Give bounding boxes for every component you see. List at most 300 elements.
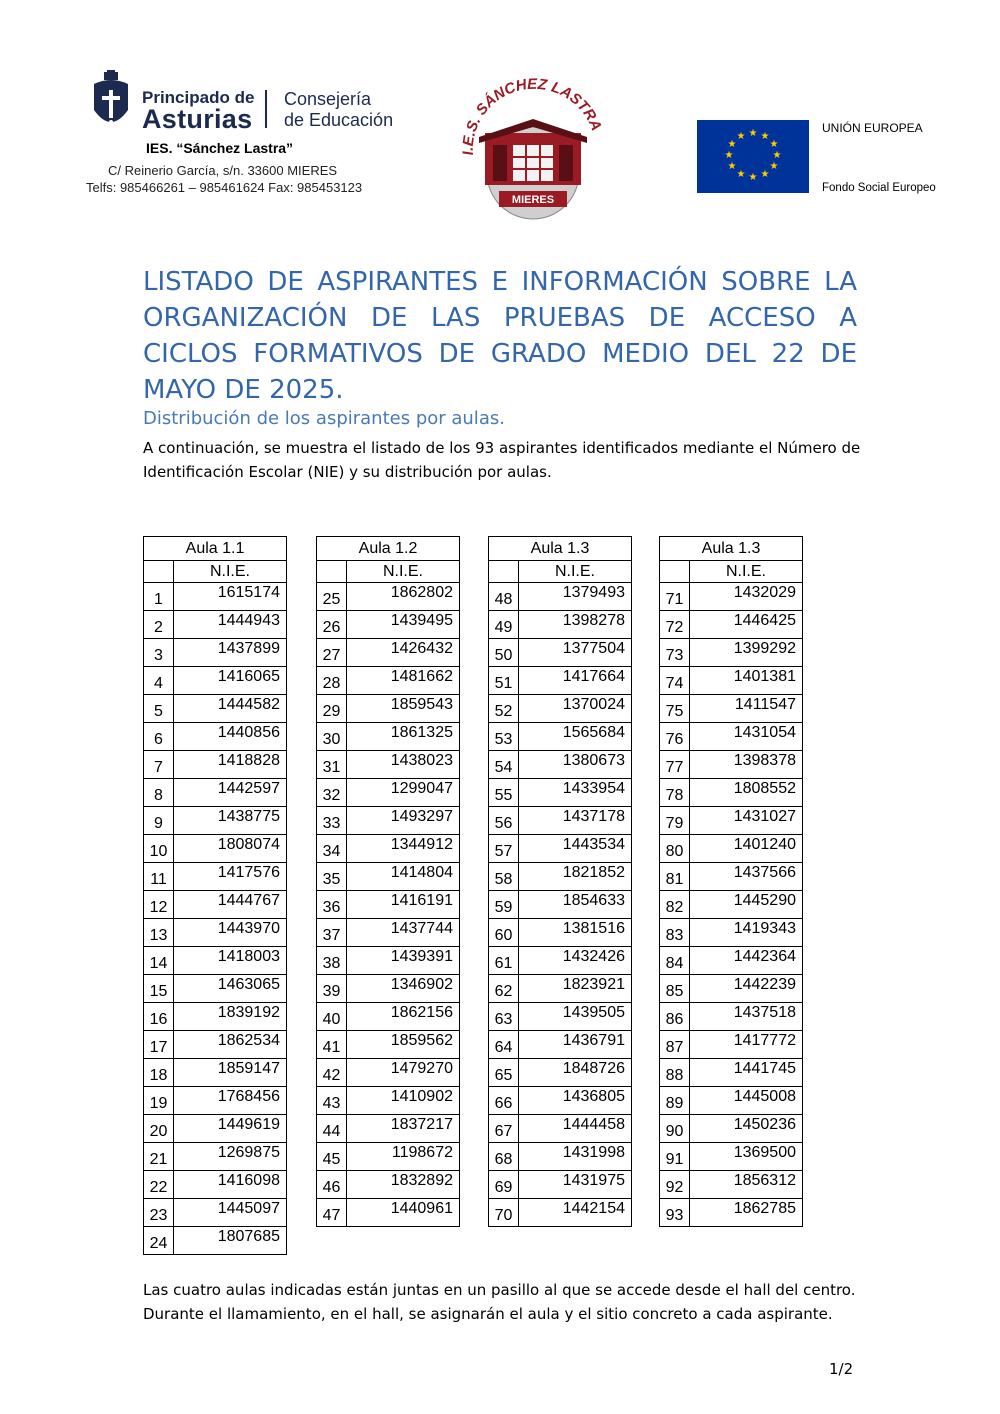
row-number: 71 [660,583,690,611]
table-row [317,891,460,919]
nie-value: 1807685 [174,1227,287,1255]
row-number: 30 [317,723,347,751]
nie-value: 1854633 [519,891,632,919]
table-row [317,723,460,751]
row-number: 10 [144,835,174,863]
table-row [317,975,460,1003]
nie-value: 1443534 [519,835,632,863]
row-number: 38 [317,947,347,975]
table-row [660,919,803,947]
header-blank-cell [317,561,347,583]
row-number: 51 [489,667,519,695]
footer-paragraph: Las cuatro aulas indicadas están juntas en un pasillo al que se accede desde el hall del centro. Durante el llamamiento, en el hall, se asignarán el aula y el sitio concreto a cada aspirante. [143,1281,856,1323]
nie-value: 1808074 [174,835,287,863]
aula-name: Aula 1.2 [317,537,460,561]
table-row [144,1087,287,1115]
table-row [660,807,803,835]
row-number: 21 [144,1143,174,1171]
row-number: 25 [317,583,347,611]
nie-value: 1859562 [347,1031,460,1059]
row-number: 62 [489,975,519,1003]
row-number: 84 [660,947,690,975]
table-row [489,1087,632,1115]
org-name-line2: Asturias [142,104,253,134]
header-blank-cell [144,561,174,583]
table-row [317,863,460,891]
nie-value: 1418828 [174,751,287,779]
school-address: C/ Reinerio García, s/n. 33600 MIERES [108,163,338,178]
nie-value: 1437899 [174,639,287,667]
nie-value: 1446425 [690,611,803,639]
table-row [660,639,803,667]
table-row [144,1115,287,1143]
row-number: 36 [317,891,347,919]
row-number: 37 [317,919,347,947]
nie-value: 1837217 [347,1115,460,1143]
row-number: 9 [144,807,174,835]
table-row [317,1031,460,1059]
table-row [660,723,803,751]
eu-stars-icon [697,120,809,193]
row-number: 55 [489,779,519,807]
row-number: 47 [317,1199,347,1227]
nie-value: 1862802 [347,583,460,611]
nie-value: 1433954 [519,779,632,807]
table-row [489,1143,632,1171]
nie-value: 1439495 [347,611,460,639]
table-row [144,667,287,695]
row-number: 67 [489,1115,519,1143]
row-number: 91 [660,1143,690,1171]
aula-table [143,536,287,1255]
row-number: 86 [660,1003,690,1031]
table-row [489,1031,632,1059]
row-number: 53 [489,723,519,751]
row-number: 83 [660,919,690,947]
nie-value: 1821852 [519,863,632,891]
table-row [317,947,460,975]
table-row [489,975,632,1003]
table-row [489,723,632,751]
nie-value: 1431054 [690,723,803,751]
table-row [489,1199,632,1227]
header-blank-cell [489,561,519,583]
row-number: 52 [489,695,519,723]
nie-value: 1859147 [174,1059,287,1087]
table-row [489,751,632,779]
row-number: 69 [489,1171,519,1199]
row-number: 74 [660,667,690,695]
table-row [144,695,287,723]
nie-value: 1440856 [174,723,287,751]
row-number: 40 [317,1003,347,1031]
nie-value: 1832892 [347,1171,460,1199]
school-phones: Telfs: 985466261 – 985461624 Fax: 985453123 [86,180,363,195]
table-row [144,779,287,807]
nie-value: 1444458 [519,1115,632,1143]
svg-text:★: ★ [736,169,746,180]
row-number: 92 [660,1171,690,1199]
table-row [489,863,632,891]
table-row [144,863,287,891]
nie-value: 1463065 [174,975,287,1003]
nie-value: 1344912 [347,835,460,863]
eu-title: UNIÓN EUROPEA [822,121,923,135]
table-row [317,639,460,667]
nie-value: 1431975 [519,1171,632,1199]
row-number: 5 [144,695,174,723]
table-row [317,835,460,863]
row-number: 28 [317,667,347,695]
table-row [317,1115,460,1143]
table-row [317,1171,460,1199]
nie-value: 1444767 [174,891,287,919]
table-row [489,807,632,835]
row-number: 3 [144,639,174,667]
row-number: 65 [489,1059,519,1087]
table-row [144,1171,287,1199]
nie-value: 1439505 [519,1003,632,1031]
school-seal-icon [455,75,610,220]
nie-column-header: N.I.E. [519,561,632,583]
table-row [144,1199,287,1227]
nie-value: 1299047 [347,779,460,807]
nie-value: 1431998 [519,1143,632,1171]
nie-value: 1861325 [347,723,460,751]
nie-value: 1442364 [690,947,803,975]
nie-value: 1419343 [690,919,803,947]
nie-value: 1442597 [174,779,287,807]
table-row [660,1003,803,1031]
nie-value: 1479270 [347,1059,460,1087]
row-number: 68 [489,1143,519,1171]
row-number: 76 [660,723,690,751]
row-number: 90 [660,1115,690,1143]
row-number: 41 [317,1031,347,1059]
nie-value: 1401240 [690,835,803,863]
nie-column-header: N.I.E. [690,561,803,583]
row-number: 63 [489,1003,519,1031]
row-number: 1 [144,583,174,611]
row-number: 77 [660,751,690,779]
nie-value: 1444582 [174,695,287,723]
nie-value: 1398378 [690,751,803,779]
department-line1: Consejería [284,89,372,109]
table-row [144,807,287,835]
table-row [317,1199,460,1227]
aula-name: Aula 1.3 [489,537,632,561]
table-row [489,639,632,667]
nie-value: 1437566 [690,863,803,891]
nie-value: 1432426 [519,947,632,975]
table-row [489,1171,632,1199]
svg-text:★: ★ [760,169,770,180]
page-title: LISTADO DE ASPIRANTES E INFORMACIÓN SOBRE LA ORGANIZACIÓN DE LAS PRUEBAS DE ACCESO A CICLOS FORMATIVOS DE GRADO MEDIO DEL 22 DE MAYO DE 2025. [143,267,857,405]
row-number: 26 [317,611,347,639]
table-row [144,723,287,751]
nie-value: 1370024 [519,695,632,723]
table-row [660,947,803,975]
header-blank-cell [660,561,690,583]
row-number: 31 [317,751,347,779]
table-row [660,1199,803,1227]
nie-value: 1432029 [690,583,803,611]
row-number: 48 [489,583,519,611]
nie-value: 1416098 [174,1171,287,1199]
row-number: 34 [317,835,347,863]
row-number: 78 [660,779,690,807]
table-row [317,1059,460,1087]
row-number: 23 [144,1199,174,1227]
svg-text:★: ★ [760,131,770,142]
row-number: 12 [144,891,174,919]
page-number: 1/2 [829,1360,854,1378]
svg-text:★: ★ [772,150,782,161]
table-row [660,835,803,863]
row-number: 42 [317,1059,347,1087]
table-row [489,611,632,639]
table-row [660,1143,803,1171]
row-number: 27 [317,639,347,667]
table-row [660,975,803,1003]
nie-value: 1493297 [347,807,460,835]
row-number: 88 [660,1059,690,1087]
row-number: 73 [660,639,690,667]
row-number: 44 [317,1115,347,1143]
row-number: 60 [489,919,519,947]
nie-value: 1823921 [519,975,632,1003]
row-number: 85 [660,975,690,1003]
table-row [317,1087,460,1115]
header-divider [265,90,267,128]
seal-bottom-text: MIERES [511,194,555,206]
nie-value: 1414804 [347,863,460,891]
nie-value: 1445290 [690,891,803,919]
table-row [144,639,287,667]
row-number: 14 [144,947,174,975]
nie-value: 1417576 [174,863,287,891]
table-row [660,1031,803,1059]
table-row [317,1003,460,1031]
table-row [489,835,632,863]
table-row [660,891,803,919]
aula-name: Aula 1.3 [660,537,803,561]
nie-value: 1859543 [347,695,460,723]
table-row [144,751,287,779]
asturias-crest-icon [86,70,136,134]
table-row [144,1227,287,1255]
table-row [144,1143,287,1171]
nie-value: 1856312 [690,1171,803,1199]
row-number: 24 [144,1227,174,1255]
nie-value: 1437744 [347,919,460,947]
nie-value: 1442239 [690,975,803,1003]
row-number: 32 [317,779,347,807]
row-number: 35 [317,863,347,891]
eu-flag [697,120,809,193]
nie-value: 1436791 [519,1031,632,1059]
nie-value: 1381516 [519,919,632,947]
table-row [144,835,287,863]
nie-value: 1438775 [174,807,287,835]
svg-text:★: ★ [736,131,746,142]
row-number: 46 [317,1171,347,1199]
table-row [317,751,460,779]
nie-value: 1862534 [174,1031,287,1059]
row-number: 4 [144,667,174,695]
table-row [144,891,287,919]
table-row [317,919,460,947]
table-row [489,891,632,919]
org-name-line1: Principado de [142,88,255,107]
nie-value: 1444943 [174,611,287,639]
row-number: 87 [660,1031,690,1059]
nie-column-header: N.I.E. [347,561,460,583]
nie-value: 1346902 [347,975,460,1003]
table-row [660,863,803,891]
table-row [144,947,287,975]
nie-value: 1416191 [347,891,460,919]
row-number: 2 [144,611,174,639]
table-row [489,947,632,975]
table-row [144,583,287,611]
svg-text:★: ★ [769,139,779,150]
row-number: 15 [144,975,174,1003]
row-number: 33 [317,807,347,835]
nie-value: 1481662 [347,667,460,695]
row-number: 54 [489,751,519,779]
row-number: 72 [660,611,690,639]
nie-value: 1768456 [174,1087,287,1115]
table-row [317,583,460,611]
nie-value: 1439391 [347,947,460,975]
nie-value: 1450236 [690,1115,803,1143]
table-row [317,667,460,695]
table-row [660,1171,803,1199]
nie-column-header: N.I.E. [174,561,287,583]
table-row [317,807,460,835]
row-number: 70 [489,1199,519,1227]
row-number: 29 [317,695,347,723]
svg-text:I.E.S. SÁNCHEZ LASTRA: I.E.S. SÁNCHEZ LASTRA [459,75,605,156]
row-number: 64 [489,1031,519,1059]
table-row [317,1143,460,1171]
row-number: 93 [660,1199,690,1227]
nie-value: 1443970 [174,919,287,947]
school-seal [455,75,610,220]
nie-value: 1399292 [690,639,803,667]
row-number: 45 [317,1143,347,1171]
nie-value: 1862785 [690,1199,803,1227]
nie-value: 1426432 [347,639,460,667]
nie-value: 1380673 [519,751,632,779]
row-number: 79 [660,807,690,835]
nie-value: 1418003 [174,947,287,975]
row-number: 56 [489,807,519,835]
table-row [660,583,803,611]
row-number: 39 [317,975,347,1003]
row-number: 59 [489,891,519,919]
row-number: 16 [144,1003,174,1031]
aula-table [659,536,803,1227]
nie-value: 1436805 [519,1087,632,1115]
nie-value: 1862156 [347,1003,460,1031]
intro-paragraph: A continuación, se muestra el listado de los 93 aspirantes identificados mediante el Número de Identificación Escolar (NIE) y su distribución por aulas. [143,439,861,481]
department-line2: de Educación [284,110,394,130]
table-row [144,611,287,639]
nie-value: 1445097 [174,1199,287,1227]
row-number: 89 [660,1087,690,1115]
row-number: 6 [144,723,174,751]
nie-value: 1379493 [519,583,632,611]
table-row [660,1059,803,1087]
row-number: 11 [144,863,174,891]
table-row [660,1087,803,1115]
nie-value: 1417772 [690,1031,803,1059]
table-row [144,1059,287,1087]
table-row [660,779,803,807]
svg-text:★: ★ [727,139,737,150]
row-number: 20 [144,1115,174,1143]
nie-value: 1445008 [690,1087,803,1115]
nie-value: 1437178 [519,807,632,835]
table-row [660,751,803,779]
aula-table [488,536,632,1227]
table-row [144,1031,287,1059]
nie-value: 1441745 [690,1059,803,1087]
nie-value: 1369500 [690,1143,803,1171]
row-number: 57 [489,835,519,863]
nie-value: 1417664 [519,667,632,695]
table-row [489,1059,632,1087]
svg-text:★: ★ [727,161,737,172]
table-row [144,919,287,947]
nie-value: 1449619 [174,1115,287,1143]
svg-text:★: ★ [748,172,758,183]
nie-value: 1565684 [519,723,632,751]
table-row [489,583,632,611]
nie-value: 1431027 [690,807,803,835]
nie-value: 1198672 [347,1143,460,1171]
row-number: 22 [144,1171,174,1199]
nie-value: 1398278 [519,611,632,639]
row-number: 66 [489,1087,519,1115]
eu-fund: Fondo Social Europeo [822,182,936,194]
table-row [489,919,632,947]
row-number: 49 [489,611,519,639]
table-row [489,1003,632,1031]
table-row [660,667,803,695]
row-number: 61 [489,947,519,975]
nie-value: 1377504 [519,639,632,667]
table-row [317,695,460,723]
table-row [144,975,287,1003]
nie-value: 1848726 [519,1059,632,1087]
nie-value: 1411547 [690,695,803,723]
table-row [660,1115,803,1143]
row-number: 58 [489,863,519,891]
nie-value: 1839192 [174,1003,287,1031]
table-row [489,779,632,807]
table-row [660,611,803,639]
nie-value: 1410902 [347,1087,460,1115]
school-name: IES. “Sánchez Lastra” [146,140,294,156]
nie-value: 1442154 [519,1199,632,1227]
table-row [317,779,460,807]
row-number: 13 [144,919,174,947]
nie-value: 1615174 [174,583,287,611]
nie-value: 1401381 [690,667,803,695]
